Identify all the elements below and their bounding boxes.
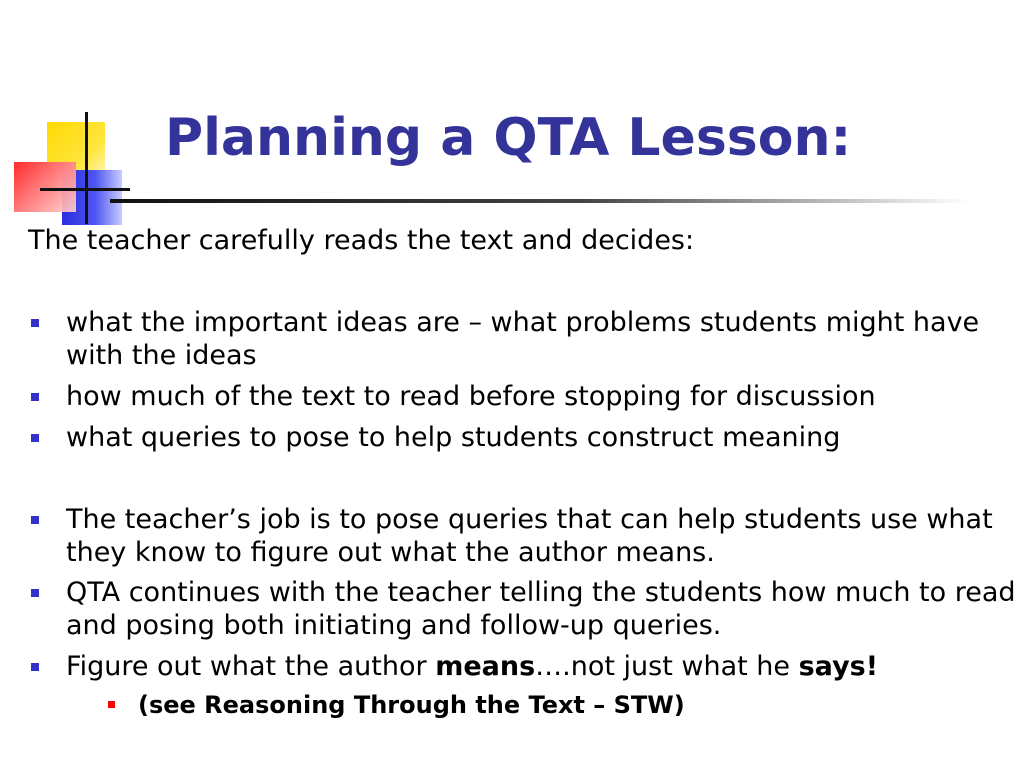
bullet-square-icon xyxy=(31,319,39,327)
slide-title: Planning a QTA Lesson: xyxy=(165,108,852,168)
bullet-text: QTA continues with the teacher telling the students how much to read and posing both initiating and follow-up queries. xyxy=(66,577,1016,641)
bullet-text-part: ….not just what he xyxy=(535,651,799,682)
intro-text: The teacher carefully reads the text and decides: xyxy=(28,225,695,256)
emphasis-means: means xyxy=(435,651,536,682)
bullet-square-icon xyxy=(31,434,39,442)
bullet-text: what the important ideas are – what problems students might have with the ideas xyxy=(66,307,980,371)
sub-bullet-text: (see Reasoning Through the Text – STW) xyxy=(138,691,685,719)
emphasis-says: says! xyxy=(798,651,879,682)
bullet-text-part: Figure out what the author xyxy=(66,651,436,682)
sub-bullet-square-icon xyxy=(108,701,115,708)
bullet-square-icon xyxy=(31,516,39,524)
bullet-text: The teacher’s job is to pose queries that can help students use what they know to figure out what the author means. xyxy=(66,504,993,568)
logo-vertical-line xyxy=(85,112,88,224)
slide-logo-graphic xyxy=(0,100,150,230)
title-divider xyxy=(110,199,970,203)
logo-horizontal-line xyxy=(40,188,130,191)
bullet-text: how much of the text to read before stopping for discussion xyxy=(66,381,876,412)
bullet-square-icon xyxy=(31,589,39,597)
bullet-square-icon xyxy=(31,663,39,671)
logo-red-square xyxy=(14,162,76,212)
bullet-text: what queries to pose to help students construct meaning xyxy=(66,422,841,453)
bullet-square-icon xyxy=(31,393,39,401)
bullet-text xyxy=(66,650,1016,683)
